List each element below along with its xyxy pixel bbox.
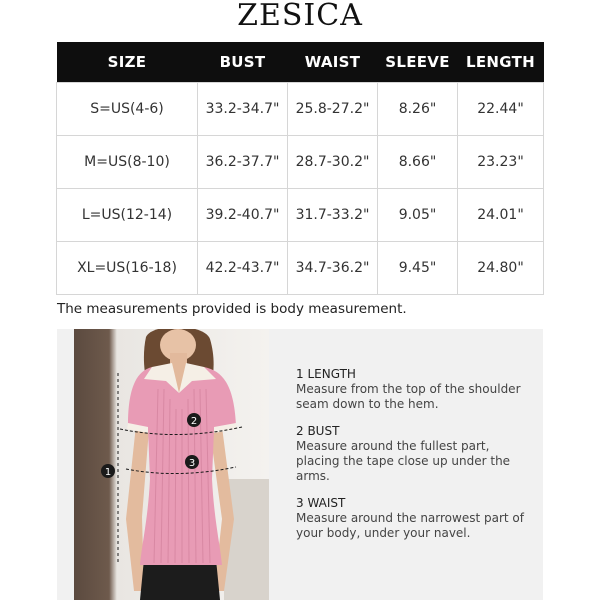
instruction-description: Measure from the top of the shoulder seam down to the hem. <box>296 382 521 411</box>
model-illustration <box>74 329 269 600</box>
cell-bust: 39.2-40.7" <box>198 189 288 242</box>
cell-sleeve: 9.05" <box>378 189 458 242</box>
instruction-length <box>296 367 526 412</box>
brand-logo: ZESICA <box>237 0 363 33</box>
cell-size: M=US(8-10) <box>57 136 198 189</box>
measurement-guide-panel <box>57 329 543 600</box>
header-length: LENGTH <box>458 42 544 83</box>
svg-text:2: 2 <box>190 416 198 427</box>
instruction-bust <box>296 424 526 484</box>
cell-bust: 42.2-43.7" <box>198 242 288 295</box>
instruction-description: Measure around the fullest part, placing the tape close up under the arms. <box>296 439 511 483</box>
table-row <box>57 242 544 295</box>
cell-size: XL=US(16-18) <box>57 242 198 295</box>
svg-text:3: 3 <box>188 458 196 469</box>
cell-sleeve: 8.26" <box>378 83 458 136</box>
cell-waist: 34.7-36.2" <box>288 242 378 295</box>
size-chart-table <box>56 42 544 295</box>
measurement-note: The measurements provided is body measurement. <box>57 301 407 317</box>
cell-waist: 25.8-27.2" <box>288 83 378 136</box>
cell-size: L=US(12-14) <box>57 189 198 242</box>
header-waist: WAIST <box>288 42 378 83</box>
cell-length: 22.44" <box>458 83 544 136</box>
cell-length: 24.80" <box>458 242 544 295</box>
cell-size: S=US(4-6) <box>57 83 198 136</box>
table-row <box>57 136 544 189</box>
header-size: SIZE <box>57 42 198 83</box>
table-row <box>57 189 544 242</box>
cell-waist: 28.7-30.2" <box>288 136 378 189</box>
instruction-title: 2 BUST <box>296 424 340 438</box>
instruction-waist <box>296 496 526 541</box>
cell-length: 23.23" <box>458 136 544 189</box>
cell-sleeve: 9.45" <box>378 242 458 295</box>
instruction-title: 1 LENGTH <box>296 367 356 381</box>
instruction-title: 3 WAIST <box>296 496 346 510</box>
svg-text:1: 1 <box>104 467 112 478</box>
cell-bust: 33.2-34.7" <box>198 83 288 136</box>
header-bust: BUST <box>198 42 288 83</box>
marker-bust <box>187 413 201 427</box>
header-sleeve: SLEEVE <box>378 42 458 83</box>
model-photo <box>74 329 269 600</box>
instruction-description: Measure around the narrowest part of your body, under your navel. <box>296 511 524 540</box>
table-row <box>57 83 544 136</box>
cell-sleeve: 8.66" <box>378 136 458 189</box>
cell-bust: 36.2-37.7" <box>198 136 288 189</box>
table-header-row <box>57 42 544 83</box>
measurement-instructions <box>296 367 526 553</box>
cell-waist: 31.7-33.2" <box>288 189 378 242</box>
marker-waist <box>185 455 199 469</box>
cell-length: 24.01" <box>458 189 544 242</box>
marker-length <box>101 464 115 478</box>
